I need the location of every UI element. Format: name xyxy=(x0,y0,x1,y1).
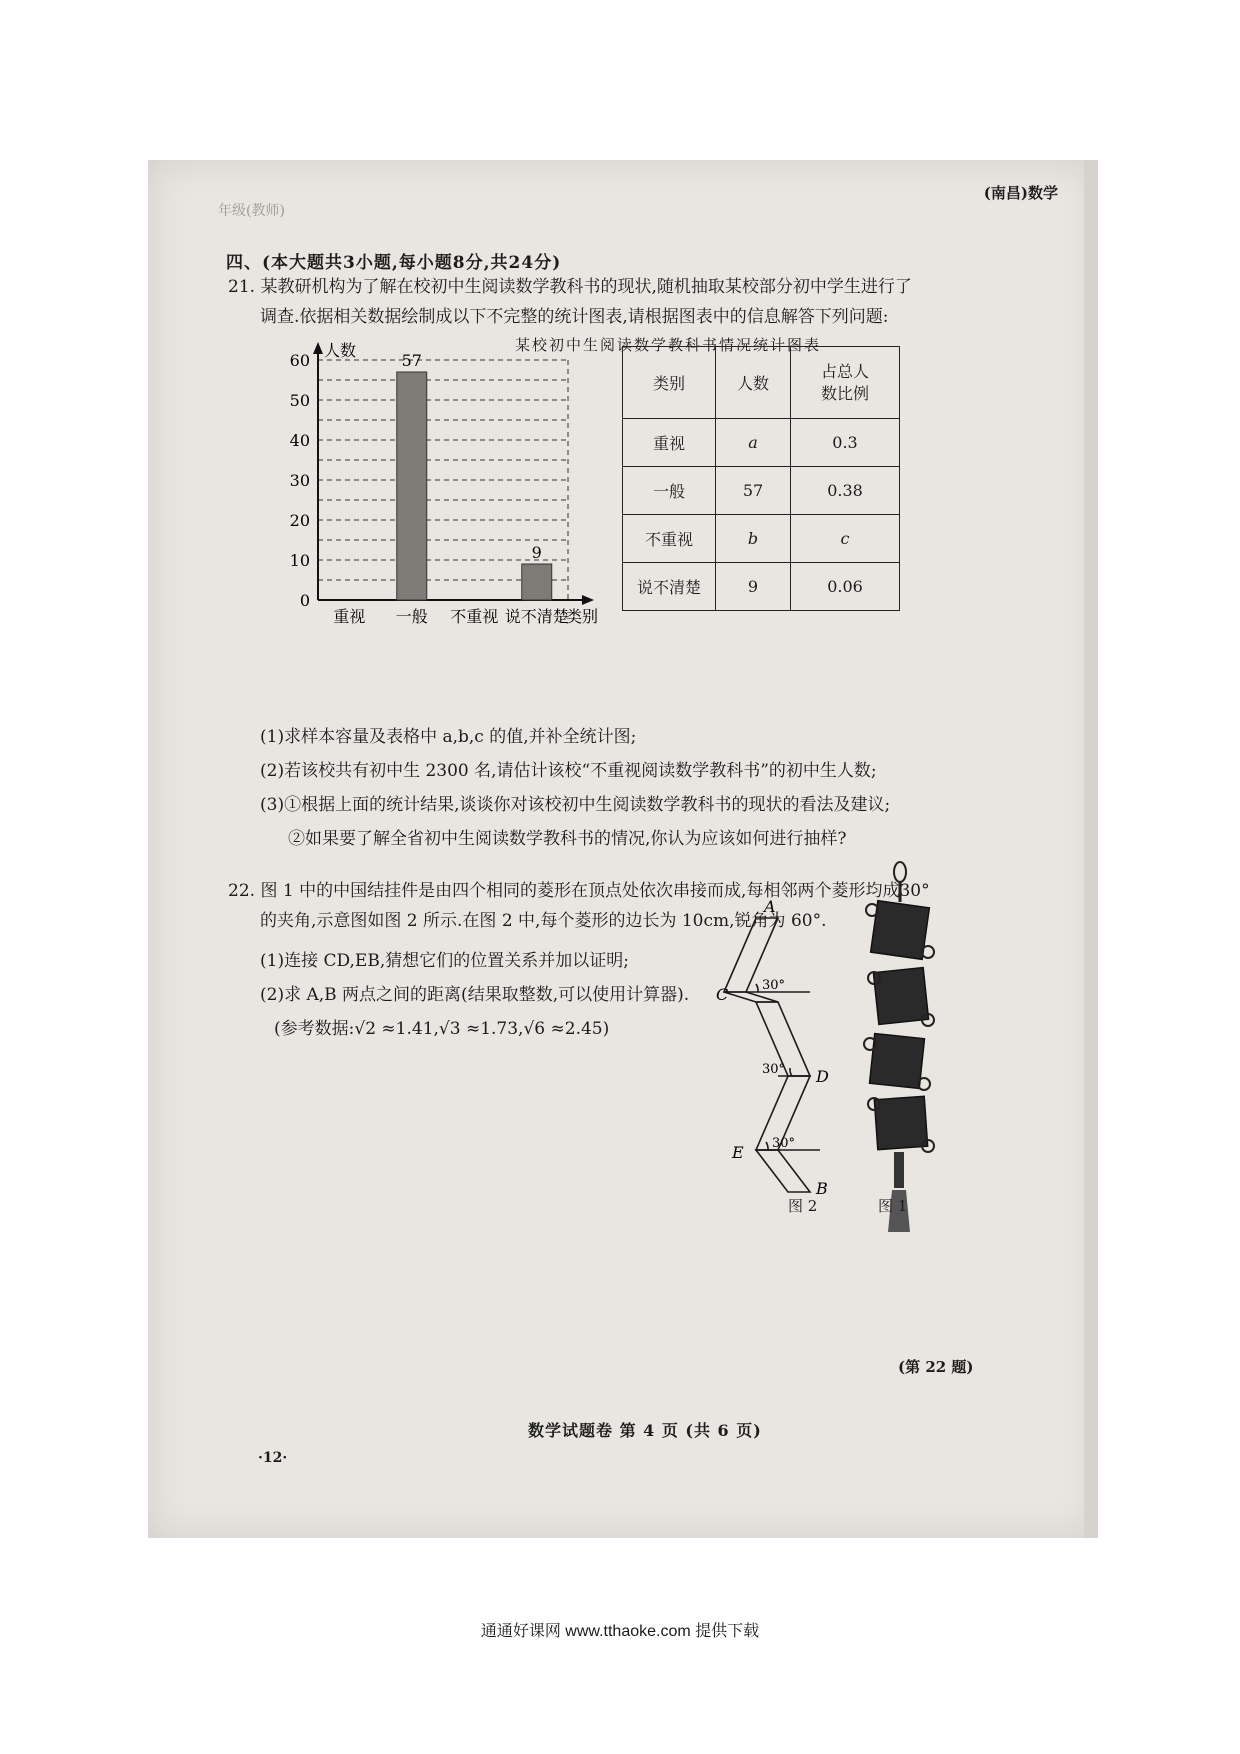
q21-sub3a: (3)①根据上面的统计结果,谈谈你对该校初中生阅读数学教科书的现状的看法及建议; xyxy=(260,795,891,815)
q21-line2: 调查.依据相关数据绘制成以下不完整的统计图表,请根据图表中的信息解答下列问题: xyxy=(260,307,889,327)
label-e: E xyxy=(732,1143,744,1162)
table-cell: 9 xyxy=(716,563,791,611)
y-tick-label: 60 xyxy=(289,351,310,370)
table-header-count: 人数 xyxy=(716,347,791,419)
download-credit: 通通好课网 www.tthaoke.com 提供下载 xyxy=(480,1623,760,1640)
table-cell: 不重视 xyxy=(623,515,716,563)
angle-label-e: 30° xyxy=(772,1136,796,1151)
chart-title: 某校初中生阅读数学教科书情况统计图表 xyxy=(514,336,821,354)
q22-line1: 22. 图 1 中的中国结挂件是由四个相同的菱形在顶点处依次串接而成,每相邻两个菱形均成30° xyxy=(228,881,930,901)
table-cell: c xyxy=(791,515,900,563)
knot-block-4 xyxy=(874,1096,927,1149)
knot-loop xyxy=(894,862,906,882)
page-footer: 数学试题卷 第 4 页 (共 6 页) xyxy=(528,1421,762,1440)
y-tick-label: 50 xyxy=(289,391,310,410)
x-axis-label: 类别 xyxy=(565,607,599,626)
category-label: 重视 xyxy=(333,607,366,626)
rhombus-4 xyxy=(756,1150,810,1192)
bar xyxy=(522,564,552,600)
table-cell: 57 xyxy=(716,467,791,515)
table-cell: 重视 xyxy=(623,419,716,467)
knot-block-1 xyxy=(871,901,930,960)
table-header-ratio xyxy=(791,347,900,419)
figure-2-caption: 图 2 xyxy=(788,1197,818,1215)
figure-1-caption: 图 1 xyxy=(878,1197,908,1215)
angle-label-c: 30° xyxy=(762,978,786,993)
x-axis-arrow xyxy=(582,595,594,605)
q21-line1: 21. 某教研机构为了解在校初中生阅读数学教科书的现状,随机抽取某校部分初中学生进行了 xyxy=(228,277,912,297)
angle-arc-e xyxy=(766,1142,768,1150)
ratio-header-line1: 占总人 xyxy=(820,361,869,381)
q21-sub3b: ②如果要了解全省初中生阅读数学教科书的情况,你认为应该如何进行抽样? xyxy=(288,829,847,849)
scanned-paper xyxy=(148,160,1098,1538)
label-a: A xyxy=(764,897,776,916)
table-cell: a xyxy=(716,419,791,467)
knot-bead xyxy=(894,1152,904,1188)
question-22-stem xyxy=(228,876,1108,936)
bar xyxy=(397,372,427,600)
table-cell: 说不清楚 xyxy=(623,563,716,611)
category-label: 说不清楚 xyxy=(504,607,569,626)
figure-note: (第 22 题) xyxy=(898,1358,974,1376)
y-tick-label: 30 xyxy=(289,471,310,490)
angle-label-d: 30° xyxy=(762,1062,786,1077)
y-axis-arrow xyxy=(313,342,323,354)
y-axis-label: 人数 xyxy=(324,341,357,360)
table-header-category: 类别 xyxy=(623,347,716,419)
q22-line2: 的夹角,示意图如图 2 所示.在图 2 中,每个菱形的边长为 10cm,锐角为 60°. xyxy=(260,911,827,931)
q21-sub2: (2)若该校共有初中生 2300 名,请估计该校“不重视阅读数学教科书”的初中生人数; xyxy=(260,761,877,781)
data-label: 57 xyxy=(401,351,422,370)
y-tick-label: 20 xyxy=(289,511,310,530)
label-d: D xyxy=(816,1067,829,1086)
section-title: 四、(本大题共3小题,每小题8分,共24分) xyxy=(226,253,562,273)
y-tick-label: 40 xyxy=(289,431,310,450)
label-b: B xyxy=(816,1179,828,1198)
q21-sub1: (1)求样本容量及表格中 a,b,c 的值,并补全统计图; xyxy=(260,727,637,747)
header-left: 年级(教师) xyxy=(218,203,285,219)
question-21-subquestions xyxy=(260,720,1080,856)
statistics-table xyxy=(622,346,900,611)
data-label: 9 xyxy=(531,543,542,562)
knot-block-3 xyxy=(870,1034,925,1089)
category-label: 不重视 xyxy=(450,607,499,626)
rhombus-2-top xyxy=(724,992,778,1002)
table-cell: b xyxy=(716,515,791,563)
ratio-header-line2: 数比例 xyxy=(820,383,869,403)
angle-arc-c xyxy=(756,984,758,992)
y-tick-label: 0 xyxy=(299,591,310,610)
q22-reference-data: (参考数据:√2 ≈1.41,√3 ≈1.73,√6 ≈2.45) xyxy=(274,1019,610,1039)
angle-arc-d xyxy=(790,1068,792,1076)
paper-edge-shadow xyxy=(1084,160,1098,1538)
page-number: ·12· xyxy=(258,1450,288,1466)
label-c: C xyxy=(716,985,729,1004)
figure-1-chinese-knot xyxy=(848,860,948,1240)
q22-sub1: (1)连接 CD,EB,猜想它们的位置关系并加以证明; xyxy=(260,951,629,971)
category-label: 一般 xyxy=(395,607,428,626)
table-cell: 0.3 xyxy=(791,419,900,467)
q22-sub2: (2)求 A,B 两点之间的距离(结果取整数,可以使用计算器). xyxy=(260,985,690,1005)
y-tick-label: 10 xyxy=(289,551,310,570)
question-21-stem xyxy=(228,272,1018,332)
table-cell: 一般 xyxy=(623,467,716,515)
header-right: (南昌)数学 xyxy=(983,184,1058,202)
knot-block-2 xyxy=(873,968,928,1025)
table-cell: 0.38 xyxy=(791,467,900,515)
table-cell: 0.06 xyxy=(791,563,900,611)
